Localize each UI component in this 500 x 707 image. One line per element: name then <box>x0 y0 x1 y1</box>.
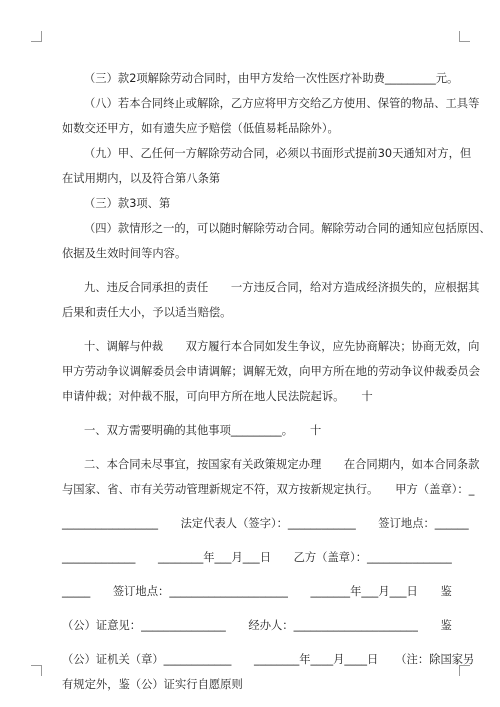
text-line: 依据及生效时间等内容。 <box>62 247 187 260</box>
text-line: 二、本合同未尽事宜，按国家有关政策规定办理 在合同期内，如本合同条款 <box>84 458 480 471</box>
text-line: _____________ ________年___月___日 乙方（盖章）：_______________ <box>62 551 452 564</box>
text-line: 甲方劳动争议调解委员会申请调解；调解无效，向甲方所在地的劳动争议仲裁委员会 <box>62 365 480 378</box>
text-line: _________________ 法定代表人（签字）：____________ 签订地点：______ <box>62 517 469 530</box>
crop-mark-top-left <box>31 31 42 42</box>
text-line: （八）若本合同终止或解除，乙方应将甲方交给乙方使用、保管的物品、工具等 <box>84 97 480 110</box>
text-line: （九）甲、乙任何一方解除劳动合同，必须以书面形式提前30天通知对方，但 <box>84 147 472 160</box>
text-line: _____ 签订地点：_____________________ _______年___月___日 鉴 <box>62 585 452 598</box>
text-line: 一、双方需要明确的其他事项_________。 十 <box>84 424 322 437</box>
text-line: （公）证机关（章）____________ ________年____月____日 （注：除国家另 <box>62 653 475 666</box>
text-line: 后果和责任大小，予以适当赔偿。 <box>62 306 232 319</box>
text-line: （三）款3项、第 <box>84 197 171 210</box>
crop-mark-top-right <box>459 31 470 42</box>
text-line: 在试用期内，以及符合第八条第 <box>62 172 221 185</box>
text-line: （四）款情形之一的，可以随时解除劳动合同。解除劳动合同的通知应包括原因、 <box>84 222 491 235</box>
text-line: 十、调解与仲裁 双方履行本合同如发生争议，应先协商解决；协商无效，向 <box>84 340 480 353</box>
text-line: （三）款2项解除劳动合同时，由甲方发给一次性医疗补助费_________元。 <box>84 72 459 85</box>
document-body <box>62 66 491 697</box>
text-line: 如数交还甲方，如有遗失应予赔偿（低值易耗品除外）。 <box>62 122 339 135</box>
crop-mark-bottom-left <box>31 665 42 676</box>
text-line: 与国家、省、市有关劳动管理新规定不符，双方按新规定执行。 甲方（盖章）：_ <box>62 483 475 496</box>
text-line: 九、违反合同承担的责任 一方违反合同，给对方造成经济损失的，应根据其 <box>84 281 480 294</box>
text-line: （公）证意见：_______________ 经办人：______________________ 鉴 <box>62 619 452 632</box>
text-line: 有规定外，鉴（公）证实行自愿原则 <box>62 678 243 691</box>
text-line: 申请仲裁；对仲裁不服，可向甲方所在地人民法院起诉。 十 <box>62 390 373 403</box>
crop-mark-bottom-right <box>459 665 470 676</box>
